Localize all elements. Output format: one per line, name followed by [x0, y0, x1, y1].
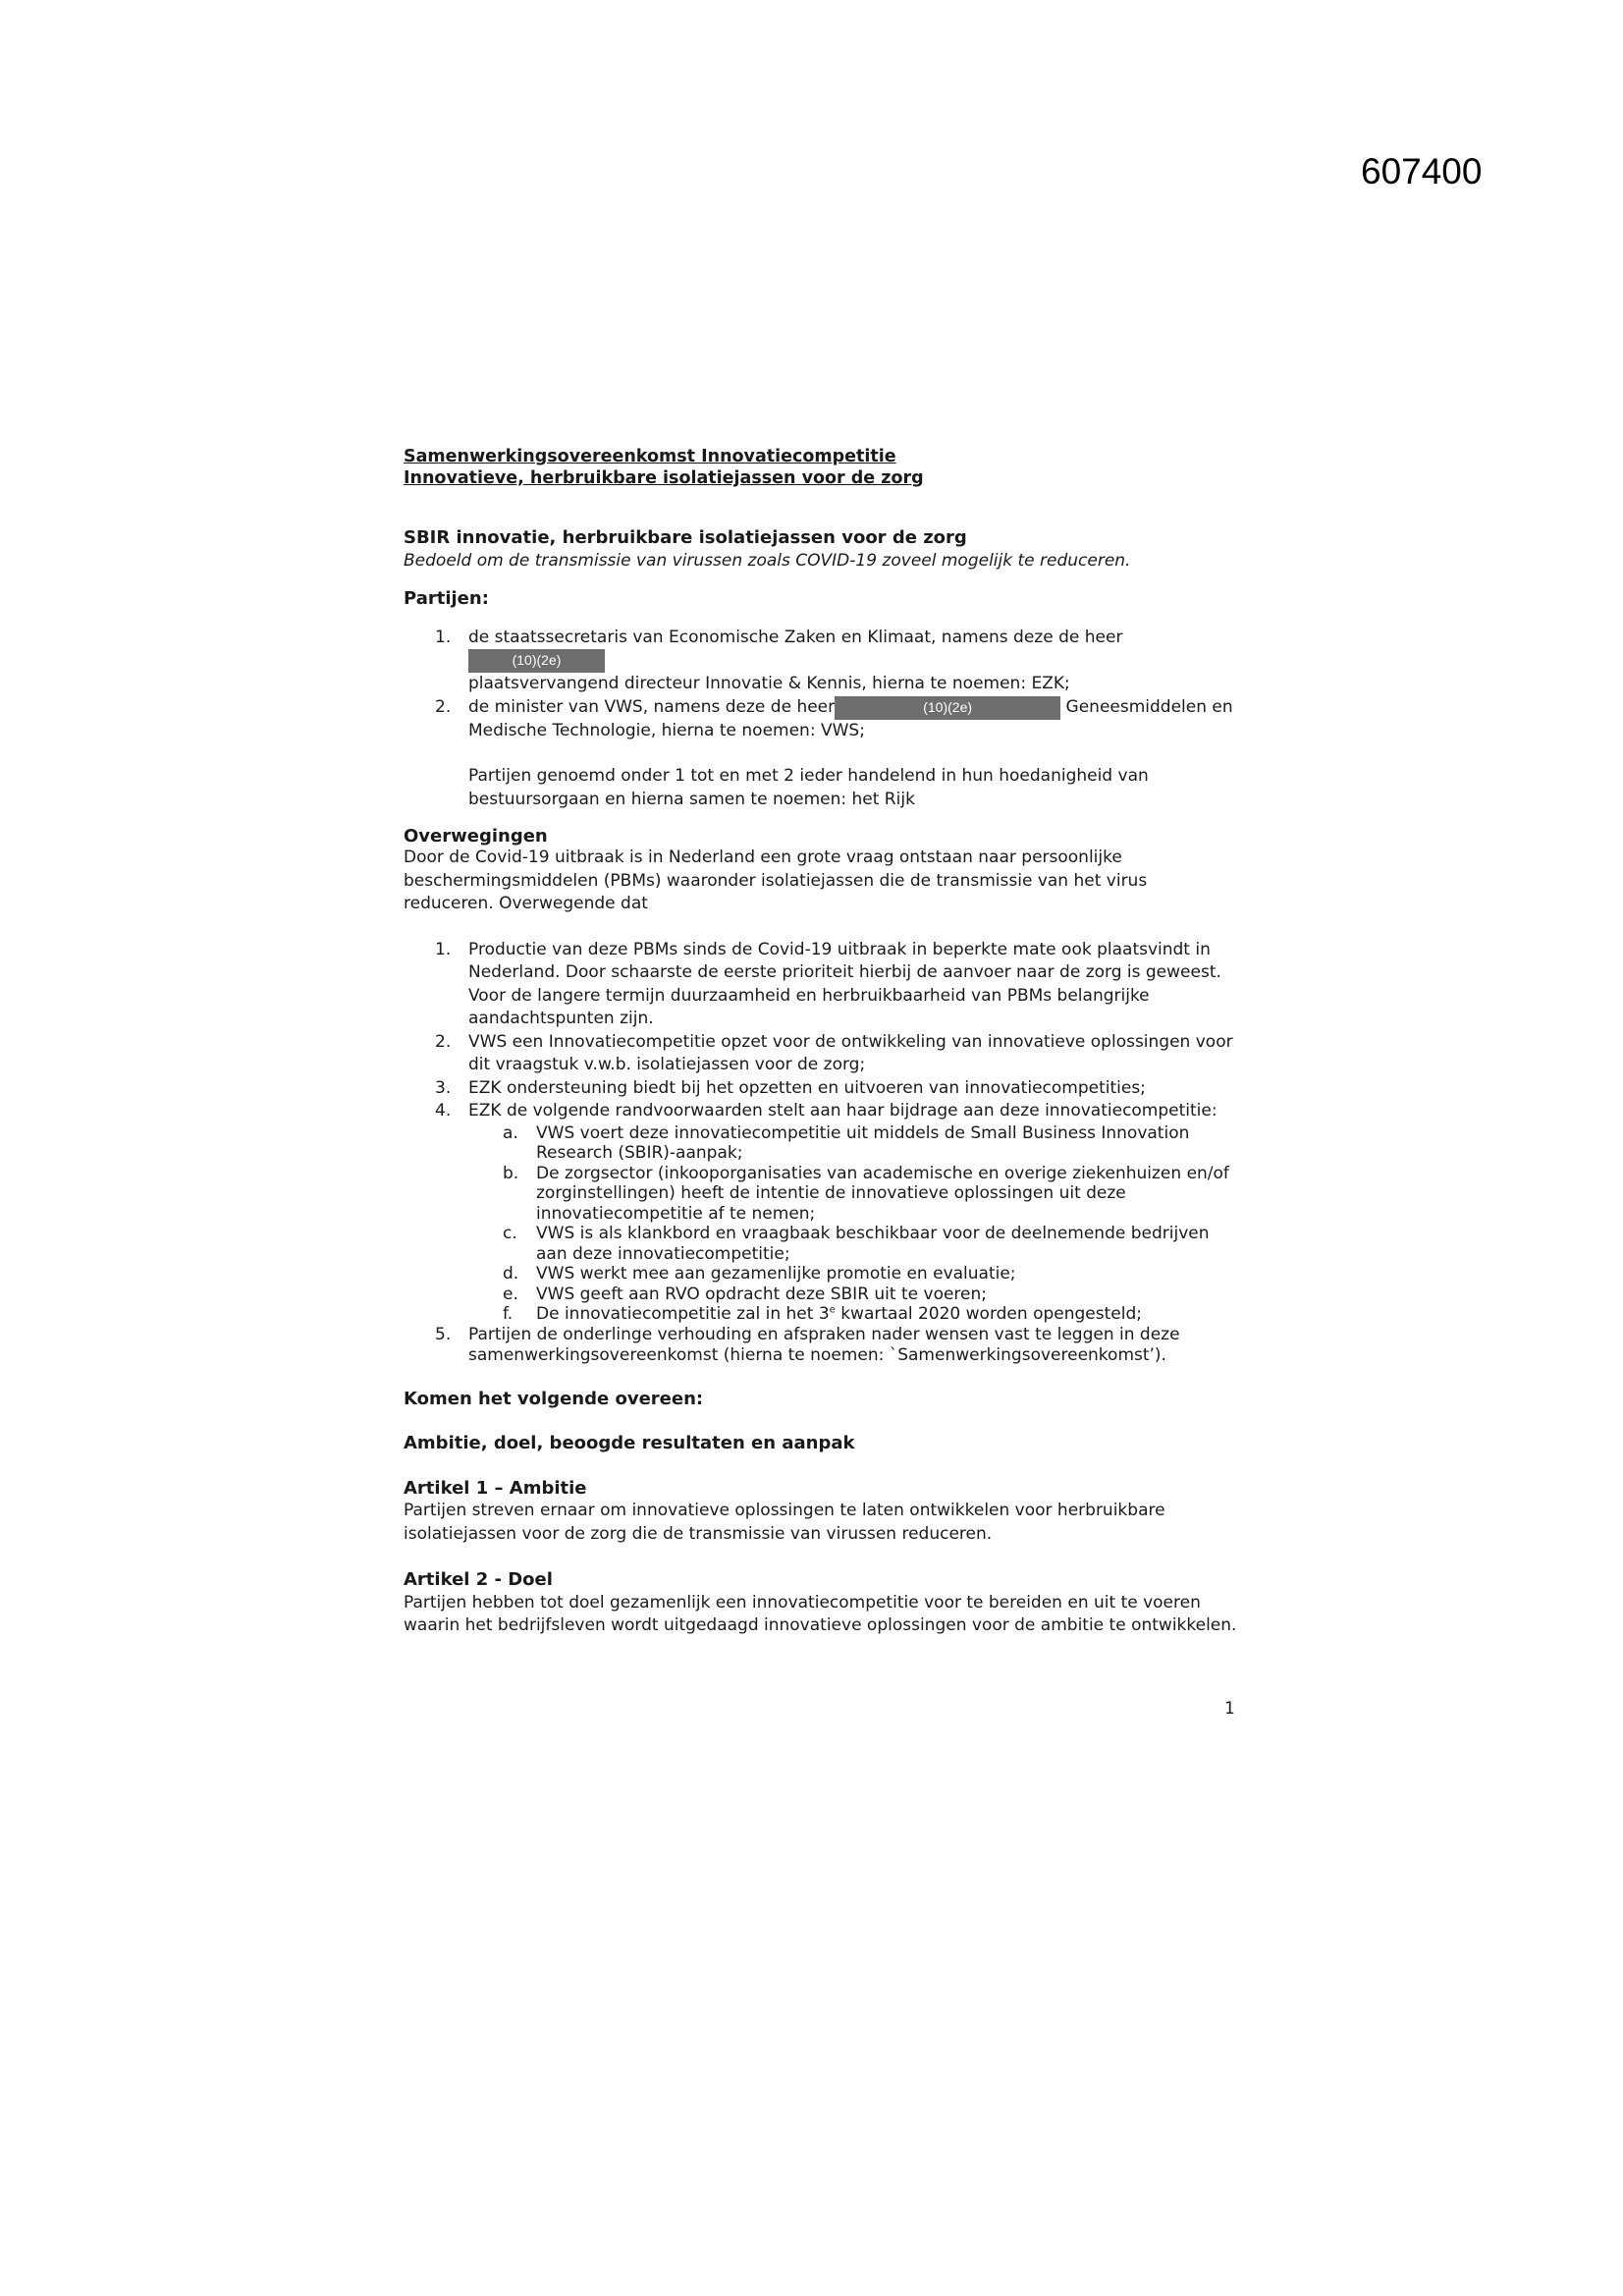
- condition-item: b. De zorgsector (inkooporganisaties van academische en overige ziekenhuizen en/of zorginstellingen) heeft de intentie de innovatieve oplossingen uit deze innovatiecompetitie af te nemen;: [503, 1163, 1229, 1224]
- considerations-list: [404, 939, 1248, 1123]
- parties-list: [404, 627, 1248, 743]
- article-2-text: Partijen hebben tot doel gezamenlijk een innovatiecompetitie voor te bereiden en uit te voeren waarin het bedrijfsleven wordt uitgedaagd innovatieve oplossingen voor de ambitie te ontwikkelen.: [404, 1592, 1237, 1635]
- title-line-2: Innovatieve, herbruikbare isolatiejassen voor de zorg: [404, 468, 924, 488]
- redaction-box: (10)(2e): [835, 696, 1060, 720]
- title-block: [404, 446, 1248, 489]
- considerations-label: Overwegingen: [404, 826, 548, 847]
- considerations-intro: Door de Covid-19 uitbraak is in Nederland een grote vraag ontstaan naar persoonlijke beschermingsmiddelen (PBMs) waaronder isolatiejassen die de transmissie van het virus reduceren. Overwegende dat: [404, 847, 1148, 913]
- conditions-list: [404, 1123, 1248, 1325]
- document-id: 607400: [1361, 151, 1483, 191]
- section-heading: Ambitie, doel, beoogde resultaten en aanpak: [404, 1433, 855, 1453]
- subheading: Bedoeld om de transmissie van virussen zoals COVID-19 zoveel mogelijk te reduceren.: [404, 550, 1131, 571]
- article-2-heading: Artikel 2 - Doel: [404, 1569, 553, 1590]
- parties-label: Partijen:: [404, 588, 489, 609]
- condition-item: f. De innovatiecompetitie zal in het 3e kwartaal 2020 worden opengesteld;: [503, 1304, 1142, 1324]
- party-text-line2: Medische Technologie, hierna te noemen: VWS;: [468, 720, 865, 740]
- consideration-item: 2. VWS een Innovatiecompetitie opzet voor de ontwikkeling van innovatieve oplossingen voor dit vraagstuk v.w.b. isolatiejassen voor de zorg;: [435, 1031, 1233, 1074]
- title-line-1: Samenwerkingsovereenkomst Innovatiecompetitie: [404, 447, 896, 466]
- parties-note: Partijen genoemd onder 1 tot en met 2 ieder handelend in hun hoedanigheid van bestuursorgaan en hierna samen te noemen: het Rijk: [468, 766, 1149, 809]
- page-number: 1: [1224, 1699, 1235, 1719]
- agree-heading: Komen het volgende overeen:: [404, 1388, 704, 1409]
- condition-item: e. VWS geeft aan RVO opdracht deze SBIR uit te voeren;: [503, 1284, 987, 1304]
- party-item: 1. de staatssecretaris van Economische Zaken en Klimaat, namens deze de heer(10)(2e) plaatsvervangend directeur Innovatie & Kennis, hierna te noemen: EZK;: [435, 627, 1123, 693]
- consideration-5-list: [404, 1325, 1248, 1366]
- article-1-text: Partijen streven ernaar om innovatieve oplossingen te laten ontwikkelen voor herbruikbare isolatiejassen voor de zorg die de transmissie van virussen reduceren.: [404, 1501, 1165, 1544]
- consideration-item: 4. EZK de volgende randvoorwaarden stelt aan haar bijdrage aan deze innovatiecompetitie:: [435, 1101, 1217, 1121]
- condition-item: a. VWS voert deze innovatiecompetitie uit middels de Small Business Innovation Research (SBIR)-aanpak;: [503, 1122, 1190, 1163]
- heading: SBIR innovatie, herbruikbare isolatiejassen voor de zorg: [404, 527, 967, 548]
- condition-item: c. VWS is als klankbord en vraagbaak beschikbaar voor de deelnemende bedrijven aan deze innovatiecompetitie;: [503, 1224, 1210, 1264]
- consideration-item: 5. Partijen de onderlinge verhouding en afspraken nader wensen vast te leggen in deze samenwerkingsovereenkomst (hierna te noemen: `Samenwerkingsovereenkomst’).: [435, 1324, 1180, 1365]
- consideration-item: 1. Productie van deze PBMs sinds de Covid-19 uitbraak in beperkte mate ook plaatsvindt in Nederland. Door schaarste de eerste prioriteit hierbij de aanvoer naar de zorg is geweest. Voor de langere termijn duurzaamheid en herbruikbaarheid van PBMs belangrijke aandachtspunten zijn.: [435, 939, 1221, 1028]
- redaction-box: (10)(2e): [468, 649, 605, 673]
- consideration-item: 3. EZK ondersteuning biedt bij het opzetten en uitvoeren van innovatiecompetities;: [435, 1077, 1146, 1098]
- article-1-heading: Artikel 1 – Ambitie: [404, 1477, 587, 1499]
- party-text-line2: plaatsvervangend directeur Innovatie & Kennis, hierna te noemen: EZK;: [468, 674, 1070, 693]
- party-text: de minister van VWS, namens deze de heer: [468, 696, 836, 717]
- document-body: [404, 446, 1248, 1638]
- party-item: 2. de minister van VWS, namens deze de heer (10)(2e) Geneesmiddelen en Medische Technologie, hierna te noemen: VWS;: [435, 696, 1233, 740]
- condition-item: d. VWS werkt mee aan gezamenlijke promotie en evaluatie;: [503, 1264, 1016, 1284]
- party-text: de staatssecretaris van Economische Zaken en Klimaat, namens deze de heer: [468, 627, 1123, 647]
